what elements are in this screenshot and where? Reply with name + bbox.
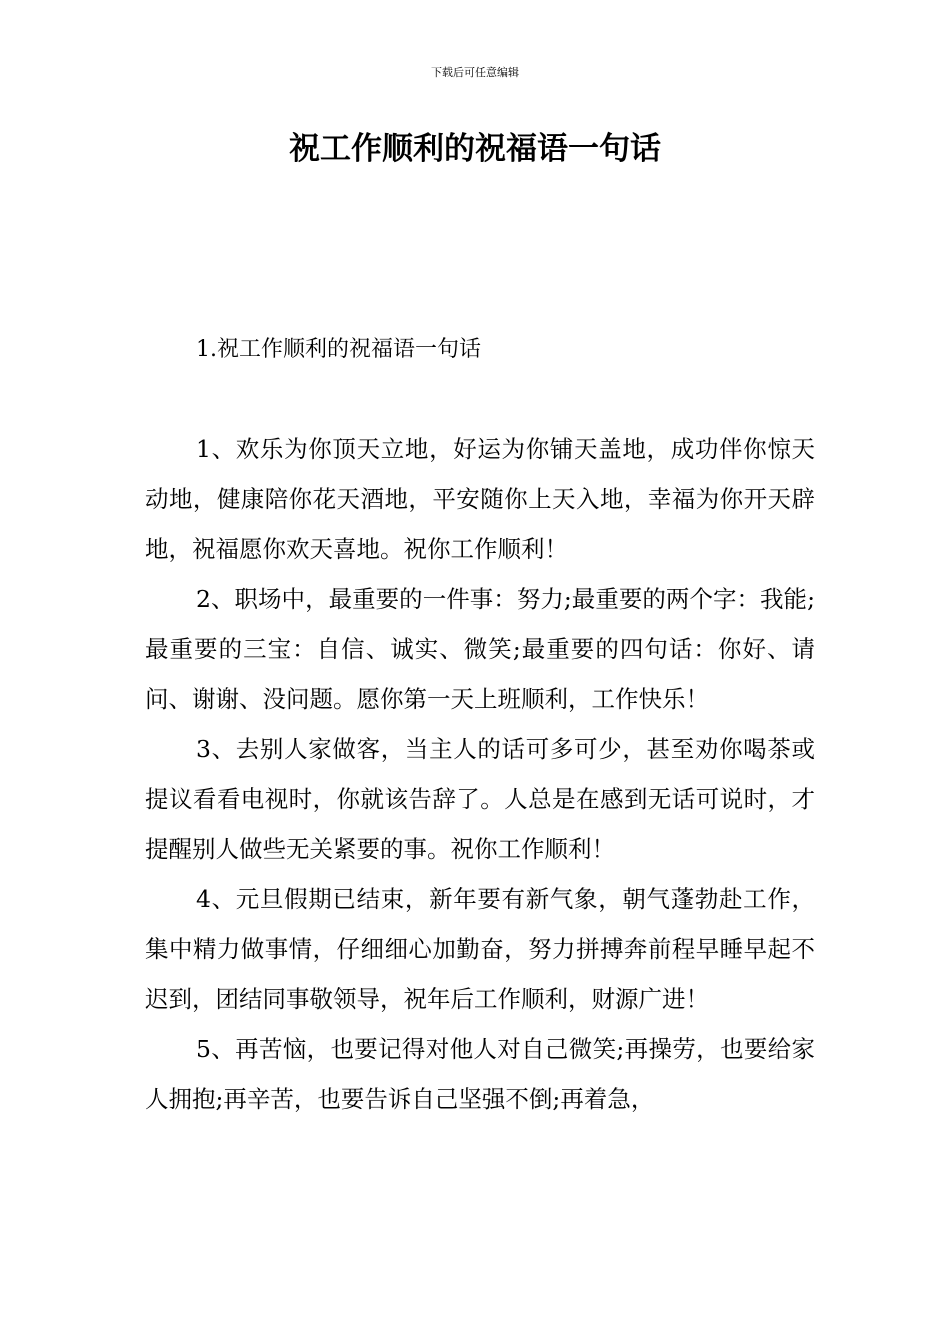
- document-title: 祝工作顺利的祝福语一句话: [289, 131, 661, 167]
- paragraph: 1、欢乐为你顶天立地，好运为你铺天盖地，成功伴你惊天动地，健康陪你花天酒地，平安随你上天入地，幸福为你开天辟地，祝福愿你欢天喜地。祝你工作顺利！: [145, 435, 815, 563]
- paragraph: 3、去别人家做客，当主人的话可多可少，甚至劝你喝茶或提议看看电视时，你就该告辞了。人总是在感到无话可说时，才提醒别人做些无关紧要的事。祝你工作顺利！: [145, 735, 815, 863]
- body-text: [145, 424, 815, 1124]
- section-heading: 1.祝工作顺利的祝福语一句话: [196, 337, 481, 362]
- paragraph: 2、职场中，最重要的一件事：努力;最重要的两个字：我能;最重要的三宝：自信、诚实、微笑;最重要的四句话：你好、请问、谢谢、没问题。愿你第一天上班顺利，工作快乐！: [145, 585, 815, 713]
- paragraph: 5、再苦恼，也要记得对他人对自己微笑;再操劳，也要给家人拥抱;再辛苦，也要告诉自己坚强不倒;再着急，: [145, 1035, 815, 1113]
- paragraph: 4、元旦假期已结束，新年要有新气象，朝气蓬勃赴工作，集中精力做事情，仔细细心加勤奋，努力拼搏奔前程早睡早起不迟到，团结同事敬领导，祝年后工作顺利，财源广进！: [145, 885, 815, 1013]
- header-note: 下载后可任意编辑: [431, 66, 519, 79]
